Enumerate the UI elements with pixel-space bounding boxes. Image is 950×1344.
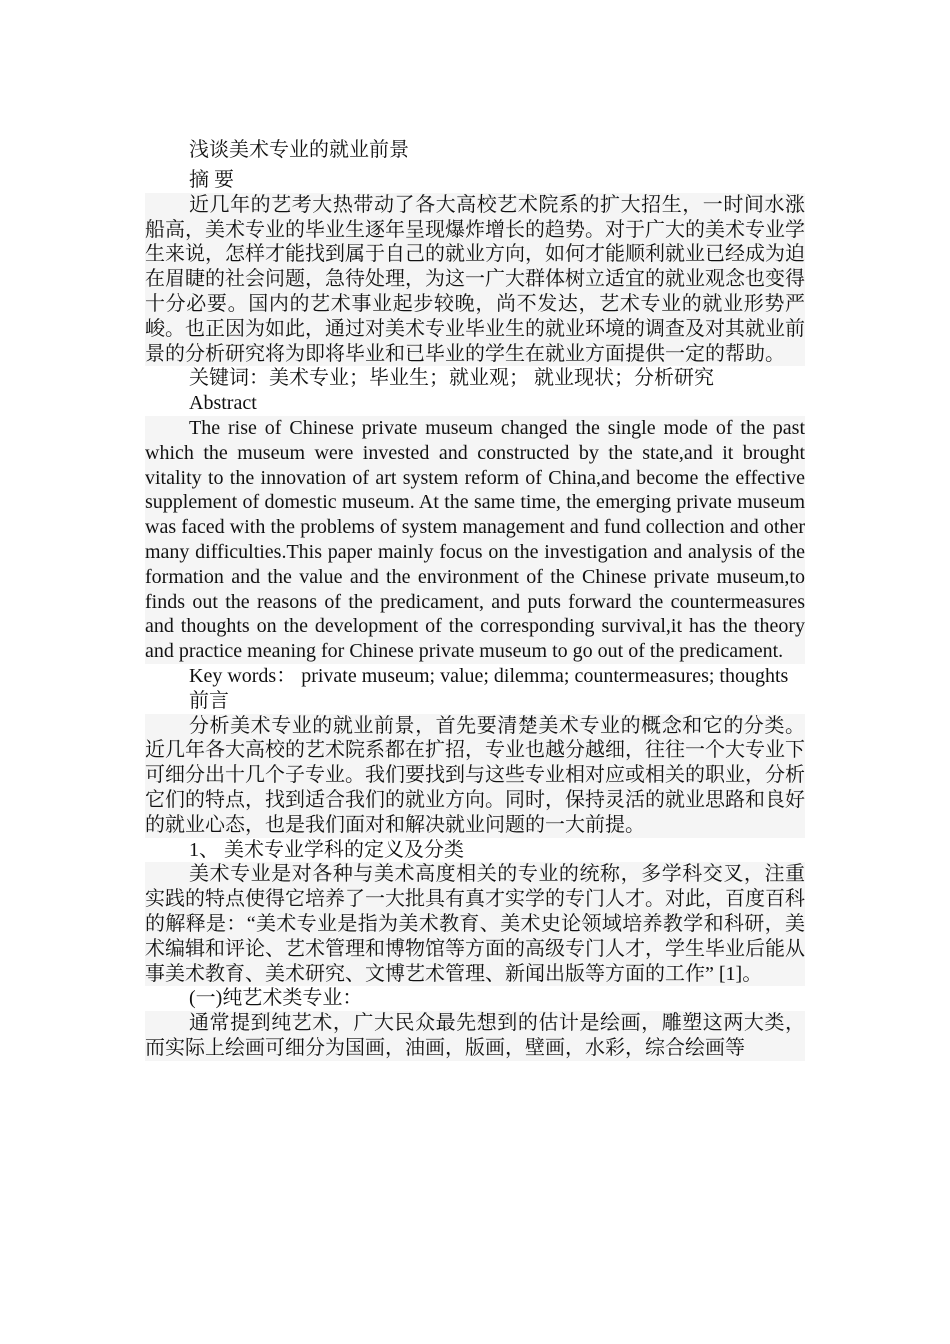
keywords-en: Key words： private museum; value; dilemma; countermeasures; thoughts xyxy=(189,664,789,687)
preface-paragraph: 分析美术专业的就业前景，首先要清楚美术专业的概念和它的分类。近几年各大高校的艺术院系都在扩招，专业也越分越细，往往一个大专业下可细分出十几个子专业。我们要找到与这些专业相对应或相关的职业，分析它们的特点，找到适合我们的就业方向。同时，保持灵活的就业思路和良好的就业心态，也是我们面对和解决就业问题的一大前提。 xyxy=(145,714,805,836)
preface-heading: 前言 xyxy=(189,689,229,712)
document-title: 浅谈美术专业的就业前景 xyxy=(189,139,409,161)
section1-paragraph: 美术专业是对各种与美术高度相关的专业的统称，多学科交叉，注重实践的特点使得它培养了一大批具有真才实学的专门人才。对此，百度百科的解释是：“美术专业是指为美术教育、美术史论领域培养教学和科研，美术编辑和评论、艺术管理和博物馆等方面的高级专门人才，学生毕业后能从事美术教育、美术研究、文博艺术管理、新闻出版等方面的工作” [1]。 xyxy=(145,863,805,985)
abstract-en-heading: Abstract xyxy=(189,392,257,415)
abstract-cn-heading: 摘 要 xyxy=(189,169,234,191)
abstract-cn-paragraph: 近几年的艺考大热带动了各大高校艺术院系的扩大招生，一时间水涨船高，美术专业的毕业生逐年呈现爆炸增长的趋势。对于广大的美术专业学生来说，怎样才能找到属于自己的就业方向，如何才能顺利就业已经成为迫在眉睫的社会问题，急待处理，为这一广大群体树立适宜的就业观念也变得十分必要。国内的艺术事业起步较晚，尚不发达，艺术专业的就业形势严峻。也正因为如此，通过对美术专业毕业生的就业环境的调查及对其就业前景的分析研究将为即将毕业和已毕业的学生在就业方面提供一定的帮助。 xyxy=(145,193,805,365)
document-page xyxy=(145,132,805,1061)
section1-heading: 1、 美术专业学科的定义及分类 xyxy=(189,838,464,861)
sub1-paragraph: 通常提到纯艺术，广大民众最先想到的估计是绘画，雕塑这两大类，而实际上绘画可细分为国画，油画，版画，壁画，水彩，综合绘画等 xyxy=(145,1012,805,1059)
abstract-en-paragraph: The rise of Chinese private museum changed the single mode of the past which the museum were invested and constructed by the state,and it brought vitality to the innovation of art system reform of China,and become the effective supplement of domestic museum. At the same time, the emerging private museum was faced with the problems of system management and fund collection and other many difficulties.This paper mainly focus on the investigation and analysis of the formation and the value and the environment of the Chinese private museum,to finds out the reasons of the predicament, and puts forward the countermeasures and thoughts on the development of the corresponding survival,it has the theory and practice meaning for Chinese private museum to go out of the predicament. xyxy=(145,416,805,663)
keywords-cn: 关键词：美术专业；毕业生；就业观； 就业现状；分析研究 xyxy=(189,367,714,390)
sub1-heading: (一)纯艺术类专业： xyxy=(189,987,363,1010)
